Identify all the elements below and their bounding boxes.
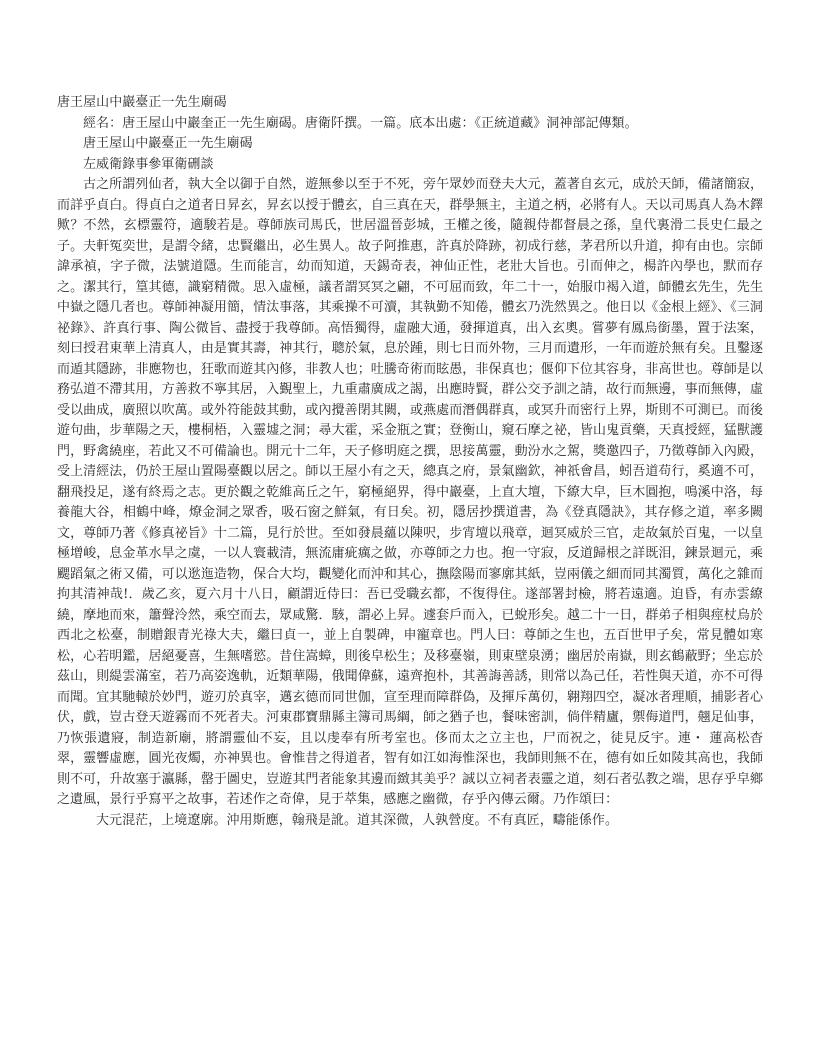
body-paragraph: 古之所謂列仙者，執大全以御于自然，遊無參以至于不死，旁午眾妙而登夫大元，蓋著自玄元，成於天師，備諸簡寂，而詳乎貞白。得貞白之道者日昇玄，昇玄以授于體玄，自三真在天，群學無主，主道之柄，必將有人。天以司馬真人為木鐸歟？不然，玄標靈符，適駿若是。尊師族司馬氏，世居溫晉彭城，王權之後，隨親侍都督晨之孫，皇代裏滑二長史仁最之子。夫軒冤奕世，是謂令緒，忠賢繼出，必生異人。故子阿推惠，許真於降跡，初成行慈，茅君所以升道，抑有由也。宗師諱承禎，字子微，法號道隱。生而能言，幼而知道，天錫奇表，神仙正性，老壯大旨也。引而伸之，楊許內學也，默而存之。潔其行，篁其德，識窮精微。思入虛極，議者謂冥冥之翩，不可屈而致，年二十一，始服巾褐入道，師體玄先生，先生中嶽之隱几者也。尊師神凝用簡，情汰事落，其乘操不可瀆，其執勤不知倦，體玄乃洗然異之。他日以《金根上經》、《三洞祕錄》、許真行事、陶公微旨、盡授于我尊師。高悟獨得，虛融大通，發揮道真，出入玄奧。嘗夢有鳳烏銜墨，置于法案，刻曰授君東華上清真人，由是實其壽，神其行，聰於氣，息於踵，則七日而外物，三月而遺形，一年而遊於無有矣。且鑿逐而遁其隱跡，非應物也，狂歌而遊其內修，非教人也；吐騰奇術而眩愚，非保真也；偃仰下位其容身，非高世也。尊師是以務弘道不滯其用，方善救不寧其居，入覲聖上，九重肅廣成之謁，出應時賢，群公交予訓之請，故行而無邊，事而無傳，虛受以曲成，廣照以吹萬。或外符能鼓其動，或內攪善閉其闕，或燕處而潛偶群真，或冥升而密行上界，斯則不可測已。而後遊句曲，步華陽之天，樓桐梧，入靈墟之洞；尋大霍，采金瓶之實；登衡山，窺石摩之祕，皆山鬼貢藥，天真授經，猛獸護門，野禽繞座，若此又不可備論也。開元十二年，天子修明庭之撰，思接萬靈，動汾水之駕，獎邀四子，乃徵尊師入內殿，受上清經法，仍於王屋山置陽臺觀以居之。師以王屋小有之天，總真之府，景氣幽欽，神祇會昌，蚓吾道苟行，奚適不可，翻飛投足，遂有終焉之志。更於觀之乾維高丘之午，窮極絕界，得中巖臺，上直大壇，下繚大皁，巨木圓抱，鳴溪中洛，每養龍大谷，相鶴中峰，燎金洞之眾香，吸石窗之鮮氣，有日矣。初，隱居抄撰道書，為《登真隱訣》，其存修之道，率多闕文，尊師乃著《修真祕旨》十二篇，見行於世。至如發晨蘊以陳呎，步宵壇以飛章，迴冥威於三官，走故氣於百鬼，一以皇極增峻，息金革水旱之虞，一以人寰載清，無流庸疵癘之做，亦尊師之力也。抱一守寂，反道歸根之詳既泪，鍊景迴元，乘颸蹈氣之術又備，可以逖迤造物，保合大均，觀變化而沖和其心，撫陰陽而寥廓其紙，豈兩儀之細而同其濁質，萬化之雜而拘其清神哉!．歲乙亥，夏六月十八日，顧謂近侍曰：吾已受職玄都，不復得住。遂部署封檢，將若遠適。迫昏，有赤雲繚繞，摩地而來，簫聲泠然，乘空而去，眾咸驚．駭，謂必上昇。遽套戶而入，已蛻形矣。越二十一日，群弟子相與痙杖烏於西北之松臺，制贈銀青光祿大夫，繼曰貞一，並上自製碑，申寵章也。門人曰：尊師之生也，五百世甲子矣，常見體如寒松，心若明鑑，居絕憂喜，生無嗜慾。昔住嵩蟑，則後皁松生；及移臺嶺，則東壁泉湧；幽居於南嶽，則玄鶴蔽野；坐忘於茲山，則緹雲滿室，若乃高姿逸軌，近類華陽，俄聞偉蘇，遠齊抱朴，其善誨善誘，則常以為己任，若性與天道，亦不可得而聞。宜其馳轅於妙門，遊刃於真宰，邁玄德而同世伽，宣至理而障群偽，及揮斥萬仞，翱翔四空，凝冰者理順，捕影者心伏，戲，豈古登天遊霧而不死者夫。河東郡寶鼎縣主簿司馬綱，師之猶子也，餐味密訓，倘伴精廬，禦侮道門，翹足仙事，乃恢張遺寢，制造新廟，將謂靈仙不妄，且以虔奉有所考室也。侈而太之立主也，尸而祝之，徒見反宇。連・ 蓮高松杳翠，靈響虛應，圓光夜燭，亦神異也。會惟昔之得道者，智有如江如海惟深也，我師則無不在，德有如丘如陵其高也，我師則不可，升故塞于瀛縣，罄于圖史，豈遊其門者能象其邊而緻其美乎？誠以立祠者表靈之道，刻石者弘教之端，思存乎皁鄉之遺風，景行乎寫平之故事，若述作之奇偉，見于萃集，感應之幽微，存乎內傳云爾。乃作頌曰： <box>57 177 763 807</box>
author-byline: 左威衛錄事參軍衛硎談 <box>83 156 214 172</box>
document-subtitle: 唐王屋山中巖臺正一先生廟碣 <box>83 136 253 151</box>
verse-paragraph: 大元混茫，上境遼廓。沖用斯應，翰飛是訛。道其深微，人孰營度。不有真匠，疇能係作。 <box>96 812 619 828</box>
document-body <box>57 93 763 831</box>
scripture-metadata: 經名：唐王屋山中巖奎正一先生廟碣。唐衛阡撰。一篇。底本出處：《正統道藏》洞神部記傳類。 <box>83 115 638 131</box>
page-title: 唐王屋山中巖臺正一先生廟碣 <box>57 95 227 110</box>
